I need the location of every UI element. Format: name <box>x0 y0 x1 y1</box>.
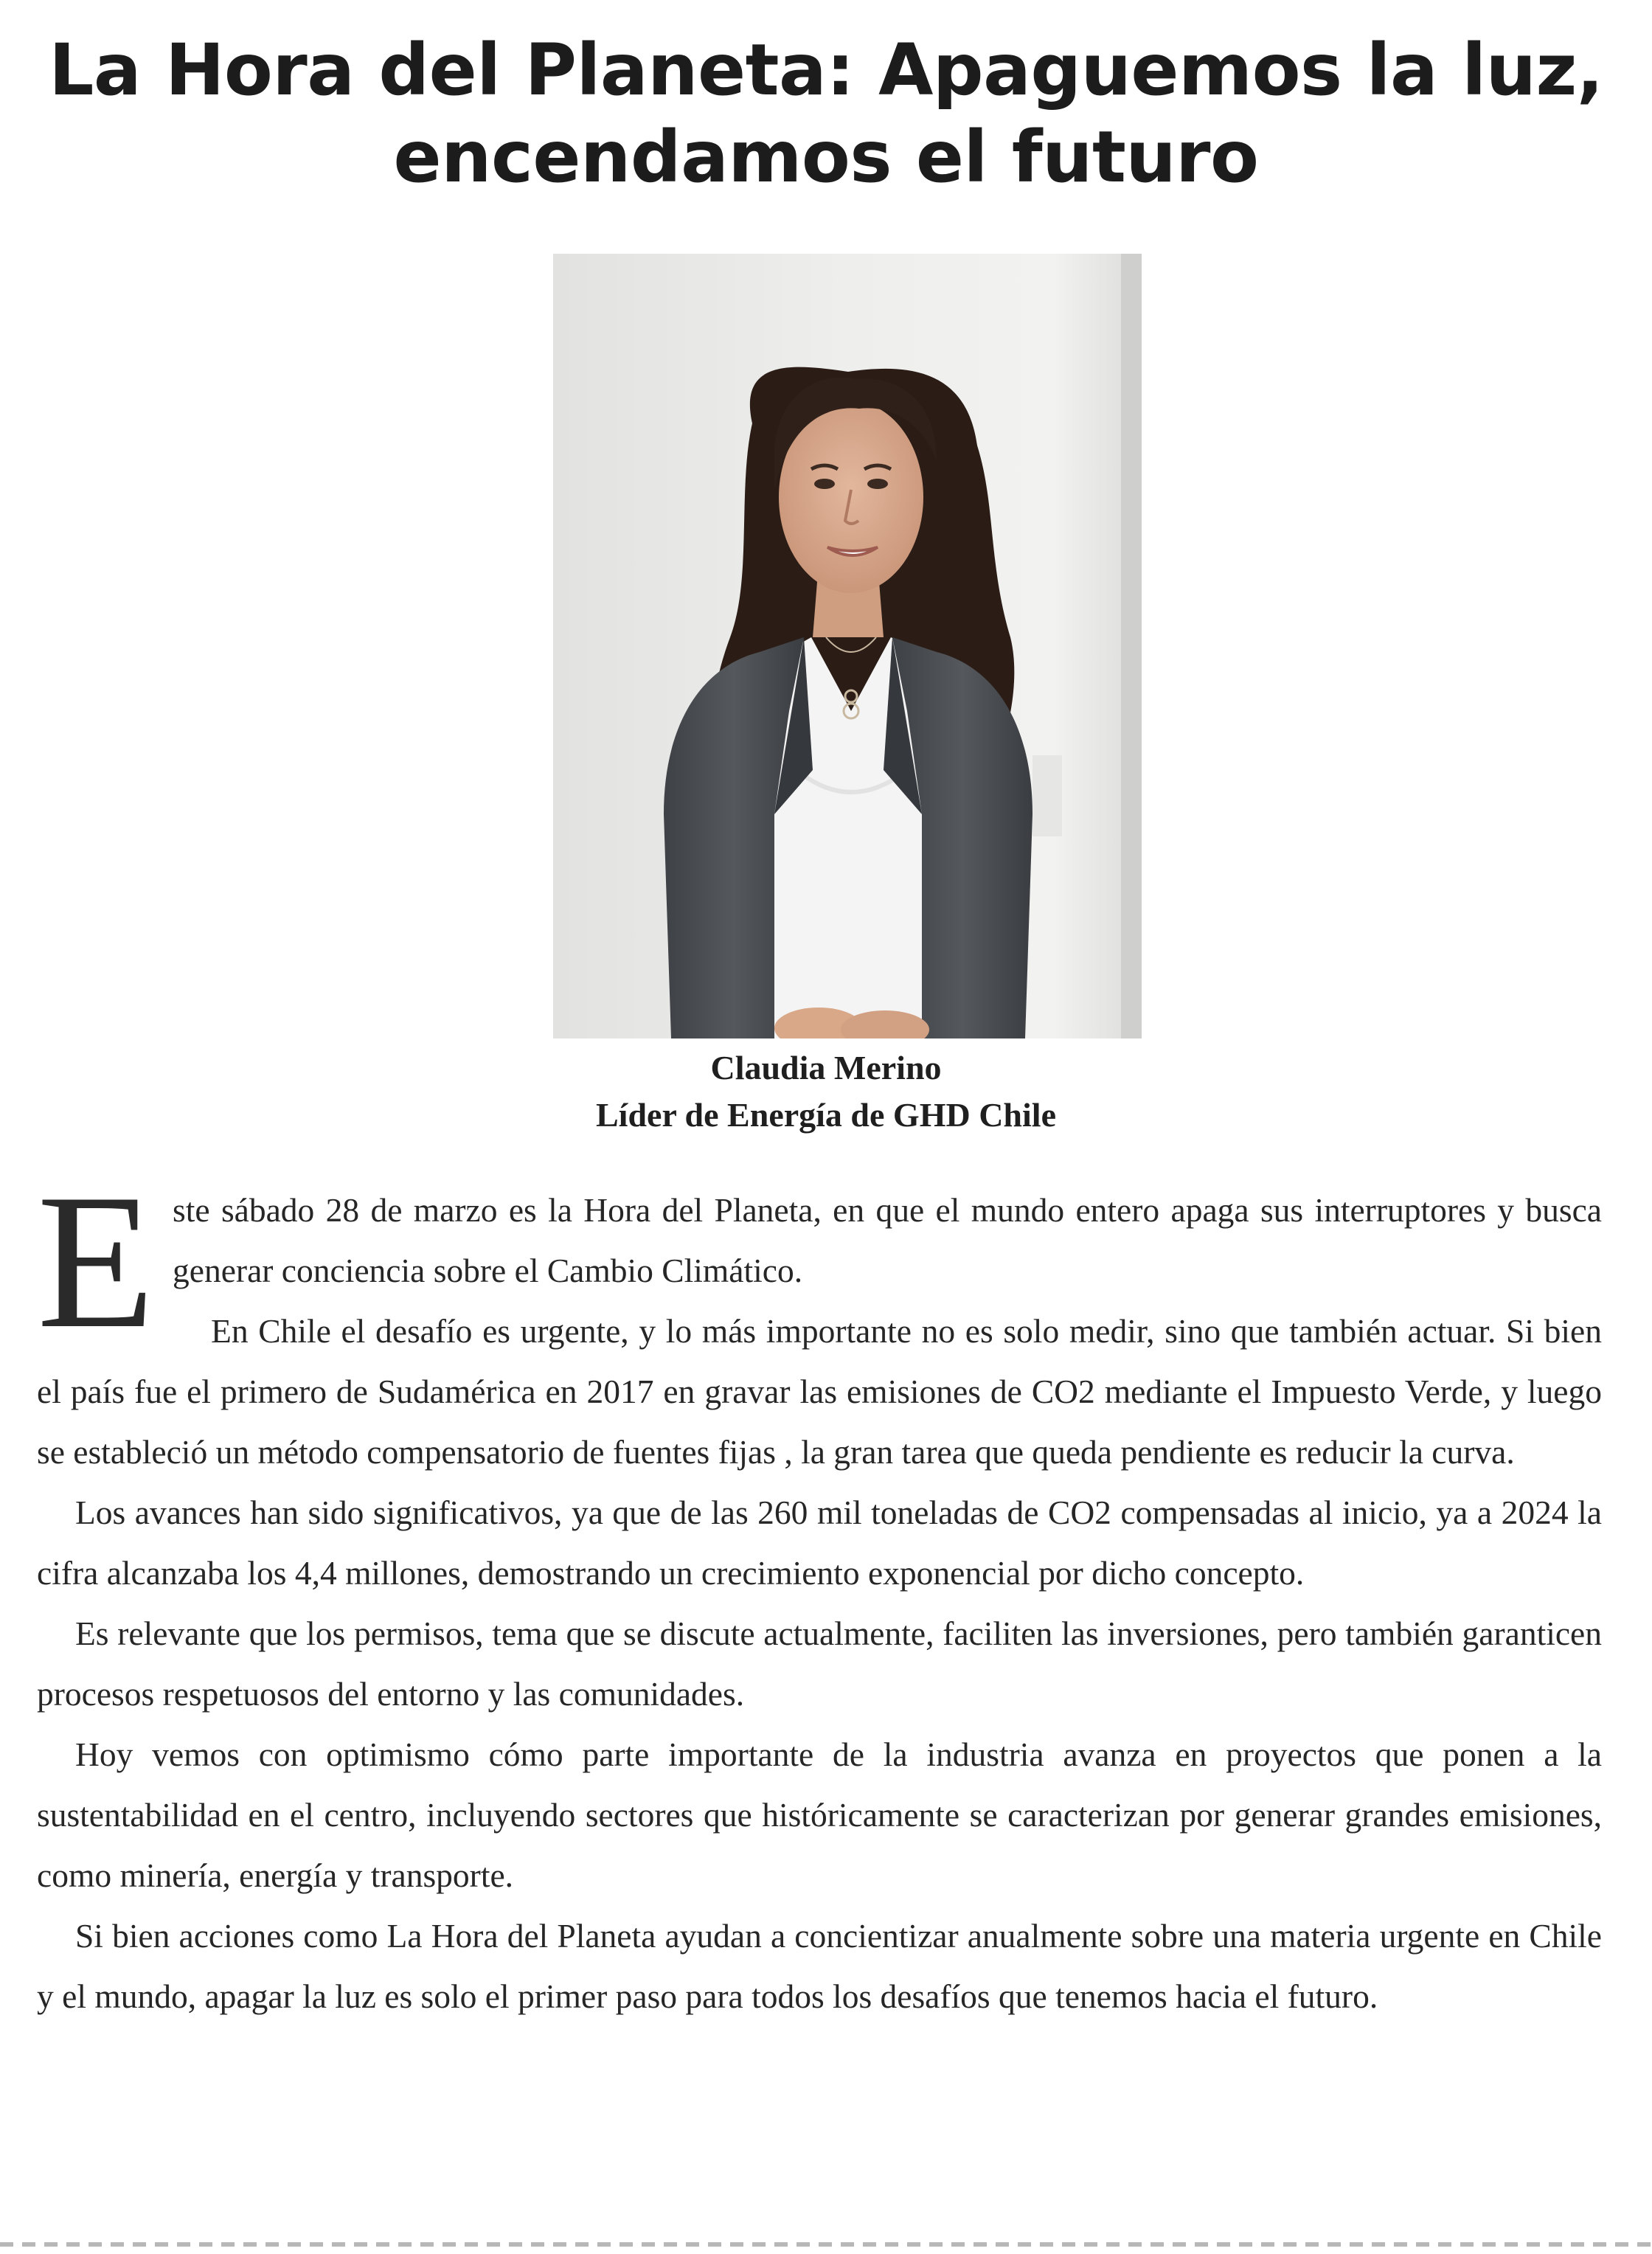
article-body <box>37 1154 1602 2027</box>
author-name: Claudia Merino <box>710 1049 942 1086</box>
paragraph-4: Es relevante que los permisos, tema que se discute actualmente, faciliten las inversiones, pero también garanticen procesos respetuosos del entorno y las comunidades. <box>37 1615 1602 1713</box>
article-headline <box>44 27 1608 201</box>
paragraph-3: Los avances han sido significativos, ya que de las 260 mil toneladas de CO2 compensadas al inicio, ya a 2024 la cifra alcanzaba los 4,4 millones, demostrando un crecimiento exponencial por dicho concepto. <box>37 1494 1602 1592</box>
drop-cap: E <box>37 1154 156 1368</box>
paragraph-5: Hoy vemos con optimismo cómo parte importante de la industria avanza en proyectos que ponen a la sustentabilidad en el centro, incluyendo sectores que históricamente se caracterizan por generar grandes emisiones, como minería, energía y transporte. <box>37 1735 1602 1894</box>
author-portrait-photo <box>553 254 1142 1038</box>
author-role: Líder de Energía de GHD Chile <box>596 1096 1056 1134</box>
bottom-dotted-rule <box>0 2242 1652 2247</box>
headline-line-1: La Hora del Planeta: Apaguemos la luz, <box>49 29 1603 111</box>
paragraph-1: ste sábado 28 de marzo es la Hora del Planeta, en que el mundo entero apaga sus interruptores y busca generar conciencia sobre el Cambio Climático. <box>173 1191 1602 1289</box>
paragraph-6: Si bien acciones como La Hora del Planeta ayudan a concientizar anualmente sobre una materia urgente en Chile y el mundo, apagar la luz es solo el primer paso para todos los desafíos que tenemos hacia el futuro. <box>37 1917 1602 2015</box>
headline-line-2: encendamos el futuro <box>393 116 1259 198</box>
paragraph-2: En Chile el desafío es urgente, y lo más importante no es solo medir, sino que también actuar. Si bien el país fue el primero de Sudamérica en 2017 en gravar las emisiones de CO2 mediante el Impuesto Verde, y luego se estableció un método compensatorio de fuentes fijas , la gran tarea que queda pendiente es reducir la curva. <box>37 1312 1602 1471</box>
